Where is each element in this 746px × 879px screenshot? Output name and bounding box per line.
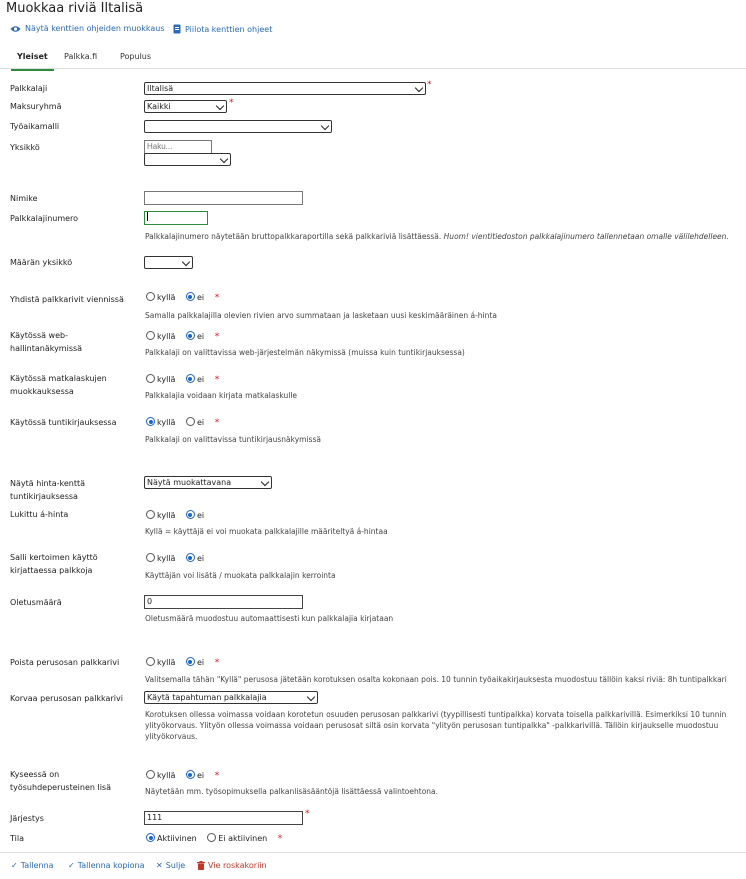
radio-no-label: ei	[196, 554, 205, 563]
tab-palkka-fi[interactable]: Palkka.fi	[64, 52, 98, 61]
radio-yes-label: kyllä	[157, 771, 176, 780]
radio-no[interactable]	[186, 293, 208, 302]
tab-bar	[0, 44, 746, 69]
matka-label-line1: Käytössä matkalaskujen	[10, 374, 107, 383]
tila-label: Tila	[10, 834, 24, 843]
radio-yes[interactable]	[146, 418, 179, 427]
nimike-input[interactable]	[144, 191, 303, 205]
maksuryhma-label: Maksuryhmä	[10, 102, 62, 111]
hide-help-label: Piilota kenttien ohjeet	[185, 24, 273, 34]
radio-button[interactable]	[186, 770, 195, 779]
radio-no-label: ei	[196, 293, 205, 302]
radio-button[interactable]	[146, 292, 155, 301]
required-mark: *	[214, 418, 220, 428]
matka-label-line2: muokkauksessa	[10, 387, 74, 396]
radio-yes[interactable]	[146, 554, 179, 563]
kyseessa-label-line1: Kyseessä on	[10, 770, 60, 779]
korvaa-value: Käytä tapahtuman palkkalajia	[147, 693, 267, 702]
palkkalajinumero-hint-text: Palkkalajinumero näytetään bruttopalkkaraportilla sekä palkkariviä lisättäessä.	[145, 232, 442, 241]
radio-no[interactable]	[186, 332, 208, 341]
tila-radio-group	[146, 833, 286, 844]
radio-no[interactable]	[186, 554, 208, 563]
radio-yes[interactable]	[146, 511, 179, 520]
radio-yes-label: kyllä	[157, 554, 176, 563]
radio-yes[interactable]	[146, 375, 179, 384]
radio-button[interactable]	[207, 833, 216, 842]
save-label: Tallenna	[20, 861, 54, 870]
save-copy-button[interactable]	[68, 861, 145, 870]
web-label-line2: hallintanäkymissä	[10, 344, 83, 353]
radio-yes-label: kyllä	[157, 511, 176, 520]
chevron-down-icon	[321, 122, 329, 130]
trash-button[interactable]	[197, 861, 267, 870]
hinta-label-line2: tuntikirjauksessa	[10, 492, 78, 501]
radio-no-label: ei	[196, 658, 205, 667]
yhdista-hint: Samalla palkkalajilla olevien rivien arvo summataan ja lasketaan uusi keskimääräinen á-hinta	[145, 311, 497, 320]
required-mark: *	[427, 80, 432, 90]
radio-button[interactable]	[146, 510, 155, 519]
show-help-edit-link[interactable]	[10, 24, 165, 33]
poista-hint: Valitsemalla tähän "Kyllä" perusosa jätetään korotuksen osalta kokonaan pois. 10 tunnin työaikakirjauksesta muodostuu tällöin kaksi riviä: 8h tuntipalkkari	[145, 675, 727, 684]
radio-no-label: ei	[196, 511, 205, 520]
yhdista-radio-group	[146, 292, 223, 303]
radio-button[interactable]	[186, 331, 195, 340]
tunti-radio-group	[146, 417, 223, 428]
matka-radio-group	[146, 374, 223, 385]
hinta-label-line1: Näytä hinta-kenttä	[10, 479, 86, 488]
chevron-down-icon	[182, 258, 190, 266]
tab-populus[interactable]: Populus	[120, 52, 152, 61]
required-mark: *	[214, 375, 220, 385]
chevron-down-icon	[307, 693, 315, 701]
text-cursor	[147, 212, 148, 221]
poista-radio-group	[146, 657, 223, 668]
palkkalajinumero-hint-note: Huom! vientitiedoston palkkalajinumero tallennetaan omalle välilehdelleen.	[443, 232, 729, 241]
hinta-value: Näytä muokattavana	[147, 478, 232, 487]
oletusmaara-hint: Oletusmäärä muodostuu automaattisesti kun palkkalajia kirjataan	[145, 614, 394, 623]
palkkalaji-value: Iltalisä	[147, 84, 174, 93]
palkkalaji-select[interactable]	[144, 82, 426, 95]
chevron-down-icon	[220, 155, 228, 163]
lukittu-hint: Kyllä = käyttäjä ei voi muokata palkkalajille määriteltyä á-hintaa	[145, 527, 388, 536]
nimike-label: Nimike	[10, 194, 38, 203]
tyoaikamalli-select[interactable]	[144, 120, 332, 133]
radio-button[interactable]	[186, 292, 195, 301]
tab-yleiset[interactable]: Yleiset	[11, 50, 54, 71]
radio-no-label: ei	[196, 332, 205, 341]
salli-label-line2: kirjattaessa palkkoja	[10, 566, 93, 575]
salli-radio-group	[146, 553, 212, 563]
eye-icon	[10, 25, 21, 33]
document-icon	[173, 24, 181, 34]
matka-hint: Palkkalajia voidaan kirjata matkalaskulle	[145, 391, 298, 400]
radio-no[interactable]	[186, 418, 208, 427]
palkkalajinumero-hint	[145, 231, 729, 242]
radio-inactive-label: Ei aktiivinen	[218, 834, 268, 843]
korvaa-select[interactable]	[144, 691, 318, 704]
maksuryhma-value: Kaikki	[147, 102, 171, 111]
radio-yes[interactable]	[146, 332, 179, 341]
radio-active[interactable]	[146, 834, 201, 843]
radio-yes-label: kyllä	[157, 418, 176, 427]
chevron-down-icon	[415, 84, 423, 92]
palkkalaji-label: Palkkalaji	[10, 84, 48, 93]
tyoaikamalli-label: Työaikamalli	[10, 122, 60, 131]
radio-yes[interactable]	[146, 293, 179, 302]
required-mark: *	[214, 658, 220, 668]
oletusmaara-input[interactable]: 0	[144, 595, 303, 609]
yksikko-label: Yksikkö	[10, 143, 40, 152]
jarjestys-input[interactable]: 111	[144, 811, 303, 825]
radio-button[interactable]	[146, 553, 155, 562]
radio-yes[interactable]	[146, 771, 179, 780]
korvaa-hint-line1: Korotuksen ollessa voimassa voidaan korotetun osuuden perusosan palkkarivi (tyypillisesti tuntipalkka) korvata toisella palkkarivillä. Esimerkiksi 10 tunnin	[145, 710, 727, 719]
hinta-select[interactable]	[144, 476, 272, 489]
close-button[interactable]	[156, 861, 185, 870]
korvaa-label: Korvaa perusosan palkkarivi	[10, 694, 123, 703]
save-copy-label: Tallenna kopiona	[77, 861, 145, 870]
required-mark: *	[229, 98, 234, 108]
required-mark: *	[277, 834, 283, 844]
save-button[interactable]	[11, 861, 54, 870]
radio-button[interactable]	[186, 374, 195, 383]
check-icon: ✓	[11, 861, 18, 870]
yksikko-select[interactable]	[144, 153, 231, 166]
palkkalajinumero-input[interactable]	[144, 211, 208, 225]
radio-no[interactable]	[186, 658, 208, 667]
yhdista-label: Yhdistä palkkarivit viennissä	[10, 295, 124, 304]
radio-no-label: ei	[196, 375, 205, 384]
show-help-edit-label: Näytä kenttien ohjeiden muokkaus	[25, 24, 165, 33]
korvaa-hint-line3: ylityökorvaus.	[145, 732, 198, 741]
palkkalajinumero-label: Palkkalajinumero	[10, 214, 79, 223]
lukittu-radio-group	[146, 510, 212, 520]
kyseessa-hint: Näytetään mm. työsopimuksella palkanlisäsääntöjä lisättäessä valintoehtona.	[145, 787, 439, 796]
radio-button[interactable]	[146, 374, 155, 383]
radio-inactive[interactable]	[207, 834, 271, 843]
hide-help-link[interactable]	[173, 24, 272, 34]
yksikko-search-input[interactable]	[144, 140, 212, 154]
radio-button[interactable]	[146, 331, 155, 340]
chevron-down-icon	[261, 478, 269, 486]
radio-button[interactable]	[186, 417, 195, 426]
radio-no-label: ei	[196, 418, 205, 427]
close-label: Sulje	[165, 861, 186, 870]
radio-button[interactable]	[146, 417, 155, 426]
radio-button[interactable]	[186, 510, 195, 519]
korvaa-hint	[145, 709, 746, 742]
trash-label: Vie roskakoriin	[208, 861, 267, 870]
maaran-yksikko-label: Määrän yksikkö	[10, 258, 73, 267]
required-mark: *	[214, 771, 220, 781]
kyseessa-label-line2: työsuhdeperusteinen lisä	[10, 783, 112, 792]
footer-toolbar	[0, 852, 746, 879]
page-title: Muokkaa riviä Iltalisä	[6, 1, 144, 16]
tunti-label: Käytössä tuntikirjauksessa	[10, 418, 117, 427]
kyseessa-label	[10, 768, 111, 794]
korvaa-hint-line2: ylityökorvaus. Ylityön ollessa voimassa voidaan perusosat siltä osin korvata "ylityön perusosan tuntipalkka" -palkkarivillä. Tällöin kirjaukselle muodostuu	[145, 721, 719, 730]
required-mark: *	[214, 332, 220, 342]
salli-label-line1: Salli kertoimen käyttö	[10, 553, 98, 562]
radio-no-label: ei	[196, 771, 205, 780]
matka-label	[10, 372, 107, 398]
lukittu-label: Lukittu á-hinta	[10, 510, 69, 519]
jarjestys-label: Järjestys	[10, 814, 44, 823]
maksuryhma-select[interactable]	[144, 100, 227, 113]
web-label	[10, 329, 82, 355]
radio-no[interactable]	[186, 375, 208, 384]
required-mark: *	[214, 293, 220, 303]
radio-yes-label: kyllä	[157, 375, 176, 384]
chevron-down-icon	[216, 102, 224, 110]
poista-label: Poista perusosan palkkarivi	[10, 658, 120, 667]
check-icon: ✓	[68, 861, 75, 870]
hinta-label	[10, 477, 85, 503]
radio-button[interactable]	[146, 833, 155, 842]
radio-yes[interactable]	[146, 658, 179, 667]
trash-icon	[197, 861, 205, 870]
radio-yes-label: kyllä	[157, 293, 176, 302]
tunti-hint: Palkkalaji on valittavissa tuntikirjausnäkymissä	[145, 435, 321, 444]
web-radio-group	[146, 331, 223, 342]
required-mark: *	[305, 809, 310, 819]
radio-no[interactable]	[186, 771, 208, 780]
radio-no[interactable]	[186, 511, 208, 520]
salli-hint: Käyttäjän voi lisätä / muokata palkkalajin kerrointa	[145, 571, 336, 580]
web-hint: Palkkalaji on valittavissa web-järjestelmän näkymissä (muissa kuin tuntikirjauksessa)	[145, 348, 465, 357]
radio-active-label: Aktiivinen	[157, 834, 197, 843]
radio-yes-label: kyllä	[157, 658, 176, 667]
kyseessa-radio-group	[146, 770, 223, 781]
maaran-yksikko-select[interactable]	[144, 256, 193, 269]
web-label-line1: Käytössä web-	[10, 331, 68, 340]
radio-button[interactable]	[146, 770, 155, 779]
radio-button[interactable]	[186, 553, 195, 562]
close-icon: ✕	[156, 861, 163, 870]
salli-label	[10, 551, 98, 577]
radio-yes-label: kyllä	[157, 332, 176, 341]
oletusmaara-label: Oletusmäärä	[10, 598, 62, 607]
radio-button[interactable]	[186, 657, 195, 666]
radio-button[interactable]	[146, 657, 155, 666]
